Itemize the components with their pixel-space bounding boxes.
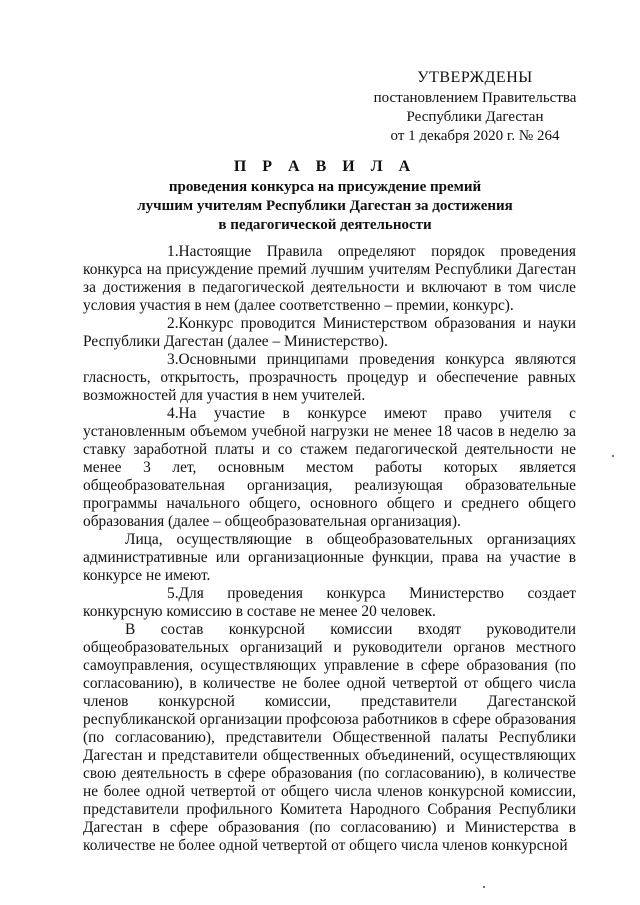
paragraph <box>83 621 576 855</box>
subtitle-line: проведения конкурса на присуждение премий <box>168 179 482 195</box>
subtitle-line: лучшим учителям Республики Дагестан за достижения <box>137 198 513 214</box>
paragraph-number: 2. <box>167 315 179 332</box>
paragraph-number: 3. <box>167 351 179 368</box>
paragraph <box>83 315 576 351</box>
paragraph-text: Конкурс проводится Министерством образования и науки Республики Дагестан (далее – Министерство). <box>83 315 576 350</box>
paragraph <box>83 585 576 621</box>
approval-line: постановлением Правительства <box>373 90 577 106</box>
paragraph-text: Основными принципами проведения конкурса являются гласность, открытость, прозрачность процедур и обеспечение равных возможностей для участия в нем учителей. <box>83 351 576 404</box>
scan-speck <box>612 455 614 457</box>
document-title: П Р А В И Л А <box>233 158 417 175</box>
document-body <box>83 243 576 855</box>
paragraph <box>83 531 576 585</box>
paragraph-number: 5. <box>167 585 179 602</box>
approval-block <box>355 68 595 146</box>
paragraph-text: Настоящие Правила определяют порядок проведения конкурса на присуждение премий лучшим учителям Республики Дагестан за достижения в педагогической деятельности и включают в том числе условия участия в нем (далее соответственно – премии, конкурс). <box>83 243 576 314</box>
paragraph-number: 4. <box>167 405 179 422</box>
paragraph-number: 1. <box>167 243 179 260</box>
subtitle-line: в педагогической деятельности <box>218 217 432 233</box>
paragraph-text: На участие в конкурсе имеют право учителя с установленным объемом учебной нагрузки не менее 18 часов в неделю за ставку заработной платы и со стажем педагогической деятельности не менее 3 лет, основным местом работы которых является общеобразовательная организация, реализующая образовательные программы начального общего, основного общего и среднего общего образования (далее – общеобразовательная организация). <box>83 405 576 530</box>
scan-speck <box>483 886 485 888</box>
paragraph <box>83 351 576 405</box>
paragraph-text: Для проведения конкурса Министерство создает конкурсную комиссию в составе не менее 20 человек. <box>83 585 576 620</box>
paragraph-text: Лица, осуществляющие в общеобразовательных организациях административные или организационные функции, права на участие в конкурсе не имеют. <box>83 531 576 584</box>
approval-line: Республики Дагестан <box>406 109 544 125</box>
paragraph <box>83 405 576 531</box>
paragraph <box>83 243 576 315</box>
approval-title: УТВЕРЖДЕНЫ <box>417 69 533 86</box>
paragraph-text: В состав конкурсной комиссии входят руководители общеобразовательных организаций и руководители органов местного самоуправления, осуществляющих управление в сфере образования (по согласованию), в количестве не более одной четвертой от общего числа членов конкурсной комиссии, представители Дагестанской республиканской организации профсоюза работников в сфере образования (по согласованию), представители Общественной палаты Республики Дагестан и представители общественных объединений, осуществляющих свою деятельность в сфере образования (по согласованию), в количестве не более одной четвертой от общего числа членов конкурсной комиссии, представители профильного Комитета Народного Собрания Республики Дагестан в сфере образования (по согласованию) и Министерства в количестве не более одной четвертой от общего числа членов конкурсной <box>83 621 576 854</box>
approval-line: от 1 декабря 2020 г. № 264 <box>390 128 560 144</box>
document-subtitle <box>80 178 570 235</box>
